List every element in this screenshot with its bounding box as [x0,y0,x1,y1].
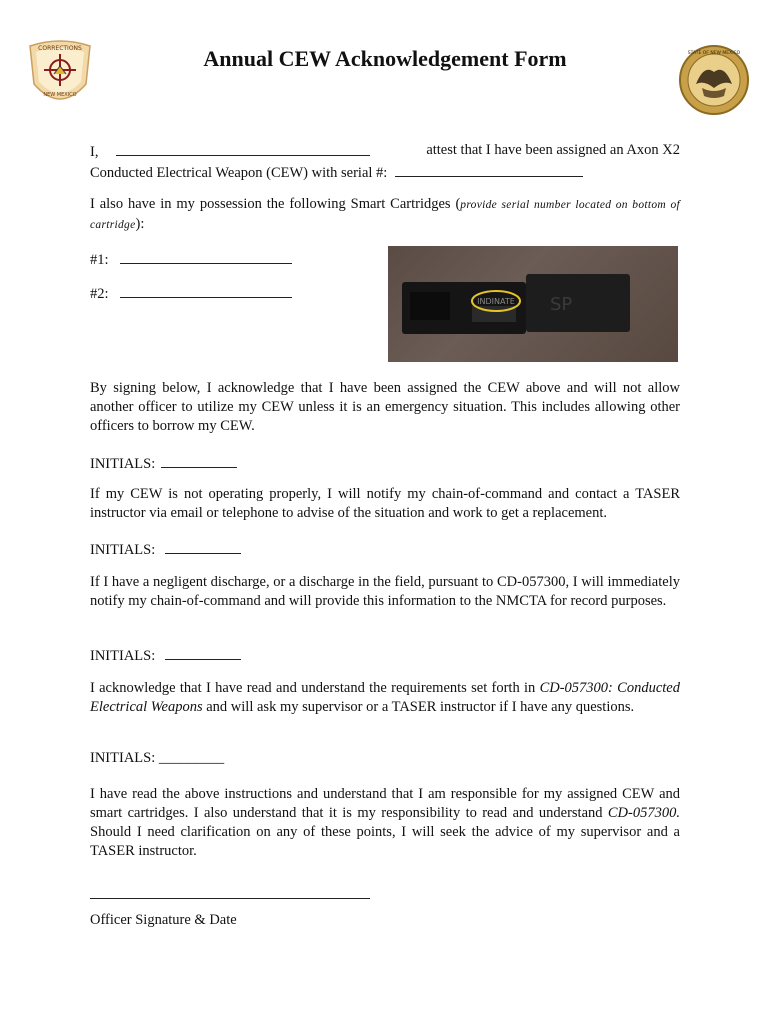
cartridges-text: I also have in my possession the following Smart Cartridges ( [90,196,461,212]
section-4-paragraph: I acknowledge that I have read and understand the requirements set forth in CD-057300: Conducted Electrical Weapons and will ask my supervisor or a TASER instructor if I have any questions. [90,680,680,715]
intro-suffix: attest that I have been assigned an Axon X2 [426,142,680,158]
photo-label-indinate: INDINATE [477,297,515,306]
signature-field[interactable] [90,898,370,899]
officer-name-field[interactable] [116,141,370,156]
section-3-paragraph: If I have a negligent discharge, or a discharge in the field, pursuant to CD-057300, I will immediately notify my chain-of-command and will provide this information to the NMCTA for record purposes. [90,574,680,609]
cartridge-photo [388,246,678,362]
right-seal-text: STATE OF NEW MEXICO [687,51,741,56]
cartridges-paragraph [90,195,680,235]
section-2-initials: INITIALS: [90,539,241,559]
photo-label-sp: SP [550,294,573,315]
initials-1-field[interactable] [161,453,237,468]
intro-paragraph [90,141,680,183]
cartridge-1-label: #1: [90,252,109,268]
intro-prefix: I, [90,144,99,160]
left-seal-bottom-text: NEW MEXICO [43,92,77,98]
closing-paragraph: I have read the above instructions and understand that I am responsible for my assigned CEW and smart cartridges. I also understand that it is my responsibility to read and understand CD-057300. Should I need clarification on any of these points, I will seek the advice of my supervisor and a TASER instructor. [90,786,680,859]
state-seal-logo [678,44,750,116]
cartridges-hint: provide serial number located on bottom of cartridge [90,199,680,231]
corrections-seal-logo [26,38,94,114]
closing-policy-reference: CD-057300. [607,805,680,821]
left-seal-top-text: CORRECTIONS [38,45,82,52]
cartridge-2-label: #2: [90,286,109,302]
cartridges-close: ): [135,216,145,232]
section-1-paragraph: By signing below, I acknowledge that I have been assigned the CEW above and will not allow another officer to utilize my CEW unless it is an emergency situation. This includes allowing other officers to borrow my CEW. [90,380,680,434]
cew-serial-field[interactable] [395,162,583,177]
signature-label: Officer Signature & Date [90,912,237,928]
page-title: Annual CEW Acknowledgement Form [203,46,567,71]
cartridge-2-serial-field[interactable] [120,283,292,298]
cartridge-1-row [90,249,292,269]
section-3-initials: INITIALS: [90,645,241,665]
section-4-initials[interactable]: INITIALS: _________ [90,750,225,766]
policy-reference: CD-057300: Conducted Electrical Weapons [90,680,680,715]
initials-2-field[interactable] [165,539,241,554]
cartridge-1-serial-field[interactable] [120,249,292,264]
initials-3-field[interactable] [165,645,241,660]
section-1-initials: INITIALS: [90,453,237,473]
section-2-paragraph: If my CEW is not operating properly, I will notify my chain-of-command and contact a TASER instructor via email or telephone to advise of the situation and work to get a replacement. [90,486,680,521]
cartridge-2-row [90,283,292,303]
intro-line2: Conducted Electrical Weapon (CEW) with serial #: [90,165,388,181]
